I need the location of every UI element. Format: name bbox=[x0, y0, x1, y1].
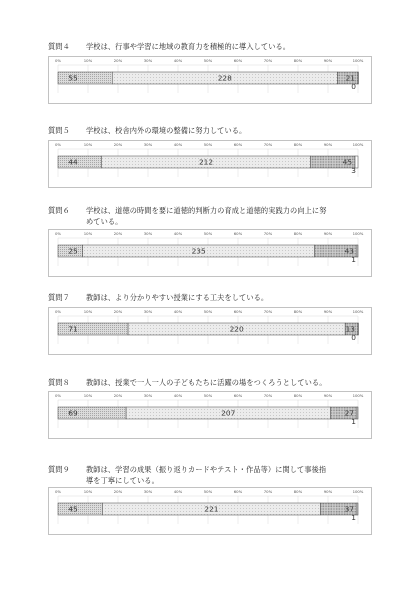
bar-segment bbox=[357, 407, 358, 419]
x-tick-label: 40% bbox=[173, 489, 183, 494]
x-tick-label: 80% bbox=[293, 231, 303, 236]
x-tick-label: 10% bbox=[83, 309, 93, 314]
x-tick-label: 20% bbox=[113, 309, 123, 314]
question-number: 質問９ bbox=[48, 465, 70, 474]
data-label: 45 bbox=[68, 504, 78, 514]
question-text: 教師は、学習の成果（振り返りカードやテスト・作品等）に関して事後指 bbox=[86, 465, 327, 474]
x-tick-label: 10% bbox=[83, 231, 93, 236]
bar-segment bbox=[357, 503, 358, 515]
x-tick-label: 50% bbox=[203, 309, 213, 314]
x-tick-label: 40% bbox=[173, 142, 183, 147]
question-number: 質問５ bbox=[48, 126, 70, 135]
x-tick-label: 60% bbox=[233, 142, 243, 147]
x-tick-label: 10% bbox=[83, 58, 93, 63]
data-label: 71 bbox=[68, 324, 78, 334]
data-label: 43 bbox=[344, 246, 355, 256]
x-tick-label: 60% bbox=[233, 231, 243, 236]
question-text: 教師は、授業で一人一人の子どもたちに活躍の場をつくろうとしている。 bbox=[86, 378, 327, 387]
x-tick-label: 50% bbox=[203, 231, 213, 236]
x-tick-label: 0% bbox=[54, 309, 62, 314]
x-tick-label: 80% bbox=[293, 309, 303, 314]
x-tick-label: 0% bbox=[54, 58, 62, 63]
question-number: 質問４ bbox=[48, 42, 70, 51]
question-text-continued: 導を丁寧にしている。 bbox=[86, 475, 159, 485]
x-tick-label: 80% bbox=[293, 393, 303, 398]
x-tick-label: 70% bbox=[263, 142, 273, 147]
x-tick-label: 100% bbox=[352, 309, 364, 314]
data-label: 1 bbox=[351, 513, 356, 523]
x-tick-label: 20% bbox=[113, 142, 123, 147]
x-tick-label: 70% bbox=[263, 393, 273, 398]
data-label: 45 bbox=[342, 157, 353, 167]
response-chart-q6 bbox=[48, 229, 372, 277]
x-tick-label: 30% bbox=[143, 142, 153, 147]
x-tick-label: 20% bbox=[113, 58, 123, 63]
x-tick-label: 90% bbox=[323, 231, 333, 236]
x-tick-label: 60% bbox=[233, 489, 243, 494]
x-tick-label: 70% bbox=[263, 58, 273, 63]
bar-segment bbox=[58, 72, 112, 84]
data-label: 228 bbox=[217, 73, 232, 83]
bar-segment bbox=[357, 245, 358, 257]
response-chart-q7 bbox=[48, 307, 372, 355]
question-text-continued: めている。 bbox=[86, 216, 123, 226]
question-9 bbox=[48, 465, 378, 486]
x-tick-label: 90% bbox=[323, 309, 333, 314]
x-tick-label: 10% bbox=[83, 489, 93, 494]
x-tick-label: 0% bbox=[54, 231, 62, 236]
x-tick-label: 100% bbox=[352, 393, 364, 398]
x-tick-label: 50% bbox=[203, 58, 213, 63]
bar-segment bbox=[58, 156, 101, 168]
data-label: 0 bbox=[351, 333, 356, 343]
x-tick-label: 60% bbox=[233, 393, 243, 398]
x-tick-label: 40% bbox=[173, 309, 183, 314]
data-label: 212 bbox=[198, 157, 214, 167]
x-tick-label: 10% bbox=[83, 142, 93, 147]
response-chart-q4 bbox=[48, 56, 372, 104]
x-tick-label: 70% bbox=[263, 489, 273, 494]
x-tick-label: 20% bbox=[113, 489, 123, 494]
question-7 bbox=[48, 293, 378, 304]
x-tick-label: 100% bbox=[352, 231, 364, 236]
question-6 bbox=[48, 206, 378, 227]
data-label: 3 bbox=[351, 166, 356, 176]
x-tick-label: 40% bbox=[173, 231, 183, 236]
question-5 bbox=[48, 126, 378, 137]
data-label: 27 bbox=[344, 408, 355, 418]
x-tick-label: 0% bbox=[54, 142, 62, 147]
x-tick-label: 70% bbox=[263, 231, 273, 236]
data-label: 1 bbox=[351, 417, 356, 427]
x-tick-label: 0% bbox=[54, 489, 62, 494]
x-tick-label: 30% bbox=[143, 309, 153, 314]
question-text: 学校は、行事や学習に地域の教育力を積極的に導入している。 bbox=[86, 42, 291, 51]
response-chart-q9 bbox=[48, 487, 372, 535]
x-tick-label: 40% bbox=[173, 58, 183, 63]
x-tick-label: 50% bbox=[203, 142, 213, 147]
x-tick-label: 50% bbox=[203, 393, 213, 398]
x-tick-label: 80% bbox=[293, 58, 303, 63]
question-4 bbox=[48, 42, 378, 53]
data-label: 1 bbox=[351, 255, 356, 265]
x-tick-label: 60% bbox=[233, 58, 243, 63]
x-tick-label: 20% bbox=[113, 231, 123, 236]
question-text: 学校は、校舎内外の環境の整備に努力している。 bbox=[86, 126, 247, 135]
x-tick-label: 0% bbox=[54, 393, 62, 398]
x-tick-label: 80% bbox=[293, 142, 303, 147]
x-tick-label: 50% bbox=[203, 489, 213, 494]
question-8 bbox=[48, 378, 378, 389]
x-tick-label: 80% bbox=[293, 489, 303, 494]
x-tick-label: 90% bbox=[323, 393, 333, 398]
data-label: 55 bbox=[68, 73, 78, 83]
data-label: 0 bbox=[351, 82, 356, 92]
x-tick-label: 20% bbox=[113, 393, 123, 398]
bar-segment bbox=[58, 503, 102, 515]
x-tick-label: 10% bbox=[83, 393, 93, 398]
data-label: 221 bbox=[204, 504, 219, 514]
data-label: 220 bbox=[229, 324, 244, 334]
x-tick-label: 60% bbox=[233, 309, 243, 314]
x-tick-label: 90% bbox=[323, 489, 333, 494]
data-label: 69 bbox=[68, 408, 78, 418]
x-tick-label: 30% bbox=[143, 58, 153, 63]
data-label: 21 bbox=[345, 73, 355, 83]
x-tick-label: 100% bbox=[352, 489, 364, 494]
question-number: 質問７ bbox=[48, 293, 70, 302]
x-tick-label: 90% bbox=[323, 58, 333, 63]
x-tick-label: 90% bbox=[323, 142, 333, 147]
data-label: 25 bbox=[68, 246, 78, 256]
data-label: 207 bbox=[221, 408, 236, 418]
x-tick-label: 30% bbox=[143, 231, 153, 236]
x-tick-label: 70% bbox=[263, 309, 273, 314]
x-tick-label: 30% bbox=[143, 393, 153, 398]
x-tick-label: 40% bbox=[173, 393, 183, 398]
data-label: 13 bbox=[345, 324, 355, 334]
x-tick-label: 30% bbox=[143, 489, 153, 494]
data-label: 37 bbox=[344, 504, 355, 514]
data-label: 235 bbox=[191, 246, 206, 256]
question-number: 質問８ bbox=[48, 378, 70, 387]
x-tick-label: 100% bbox=[352, 58, 364, 63]
data-label: 44 bbox=[68, 157, 78, 167]
question-text: 学校は、道徳の時間を要に道徳的判断力の育成と道徳的実践力の向上に努 bbox=[86, 206, 327, 215]
question-number: 質問６ bbox=[48, 206, 70, 215]
question-text: 教師は、より分かりやすい授業にする工夫をしている。 bbox=[86, 293, 269, 302]
response-chart-q8 bbox=[48, 391, 372, 439]
response-chart-q5 bbox=[48, 140, 372, 188]
x-tick-label: 100% bbox=[352, 142, 364, 147]
